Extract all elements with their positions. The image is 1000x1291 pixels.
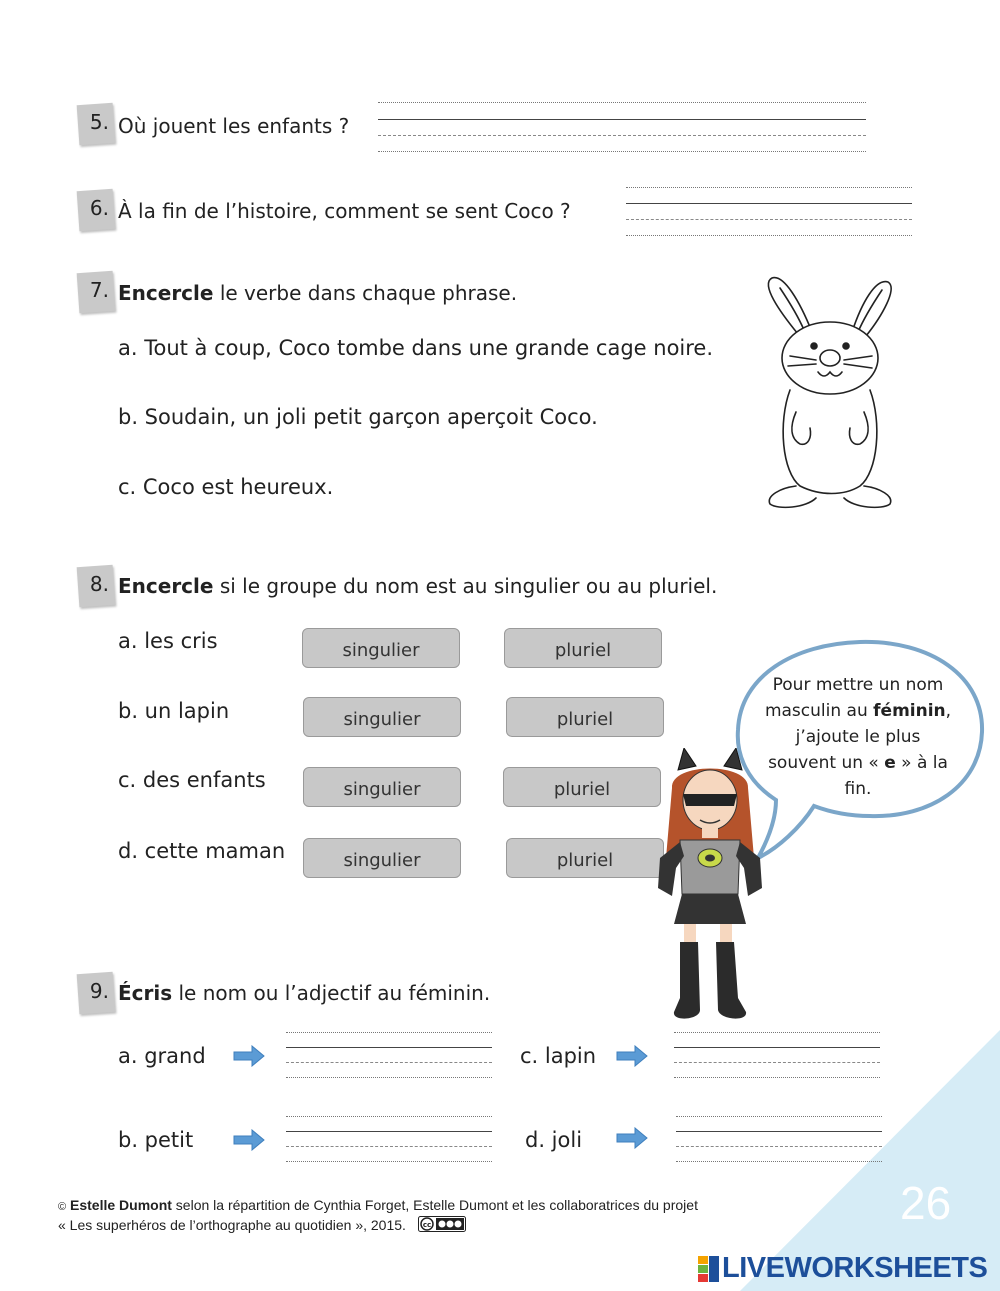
question-9-instruction-verb: Écris [118,981,173,1005]
footer-author: Estelle Dumont [70,1197,172,1213]
singulier-button-b[interactable]: singulier [303,697,461,737]
question-6-text: À la fin de l’histoire, comment se sent Coco ? [118,199,571,223]
question-8-item-b: b. un lapin [118,699,230,723]
question-8-instruction-verb: Encercle [118,574,214,598]
question-5-answer-field[interactable] [378,102,866,152]
question-7-instruction-rest: le verbe dans chaque phrase. [213,281,518,305]
rabbit-illustration [760,272,900,510]
singulier-button-d[interactable]: singulier [303,838,461,878]
footer-line-1 [58,1197,698,1213]
question-9-instruction-rest: le nom ou l’adjectif au féminin. [172,981,491,1005]
pluriel-button-c[interactable]: pluriel [503,767,661,807]
question-8-item-c: c. des enfants [118,768,266,792]
answer-field-b[interactable] [286,1116,492,1162]
speech-bubble-text: Pour mettre un nom masculin au féminin, j’ajoute le plus souvent un « e » à la fin. [764,675,952,799]
question-9-item-b: b. petit [118,1128,194,1152]
question-8-item-a: a. les cris [118,629,218,653]
superhero-girl-illustration [650,748,770,1028]
question-7-sentence-a[interactable]: a. Tout à coup, Coco tombe dans une grande cage noire. [118,336,714,360]
singulier-button-a[interactable]: singulier [302,628,460,668]
singulier-button-c[interactable]: singulier [303,767,461,807]
arrow-right-icon [615,1045,649,1067]
question-7-sentence-b[interactable]: b. Soudain, un joli petit garçon aperçoit Coco. [118,405,598,429]
pluriel-button-d[interactable]: pluriel [506,838,664,878]
footer-line-2-text: « Les superhéros de l’orthographe au quotidien », 2015. [58,1217,406,1233]
footer-line-2 [58,1216,466,1233]
arrow-right-icon [232,1129,266,1151]
creative-commons-icon [418,1216,466,1232]
question-9-item-d: d. joli [525,1128,583,1152]
question-8-number: 8. [77,565,116,607]
question-8-item-d: d. cette maman [118,839,286,863]
page-number: 26 [900,1177,952,1229]
question-7-sentence-c[interactable]: c. Coco est heureux. [118,475,334,499]
question-9-item-c: c. lapin [520,1044,597,1068]
question-5-number: 5. [77,103,116,145]
question-9-text [118,981,490,1005]
question-6-answer-field[interactable] [626,187,912,236]
liveworksheets-logo-icon [698,1256,720,1282]
question-7-number: 7. [77,271,116,313]
pluriel-button-a[interactable]: pluriel [504,628,662,668]
pluriel-button-b[interactable]: pluriel [506,697,664,737]
answer-field-d[interactable] [676,1116,882,1162]
copyright-symbol: © [58,1201,67,1213]
answer-field-c[interactable] [674,1032,880,1078]
footer-line-1-rest: selon la répartition de Cynthia Forget, Estelle Dumont et les collaboratrices du projet [171,1197,698,1213]
answer-field-a[interactable] [286,1032,492,1078]
question-8-instruction-rest: si le groupe du nom est au singulier ou au pluriel. [213,574,718,598]
question-9-item-a: a. grand [118,1044,206,1068]
question-9-number: 9. [77,972,116,1014]
question-6-number: 6. [77,189,116,231]
arrow-right-icon [615,1127,649,1149]
question-7-instruction-verb: Encercle [118,281,214,305]
question-5-text: Où jouent les enfants ? [118,114,350,138]
question-7-text [118,281,517,305]
liveworksheets-brand[interactable]: LIVEWORKSHEETS [722,1252,988,1284]
svg-text:cc: cc [422,1221,431,1229]
arrow-right-icon [232,1045,266,1067]
question-8-text [118,574,717,598]
